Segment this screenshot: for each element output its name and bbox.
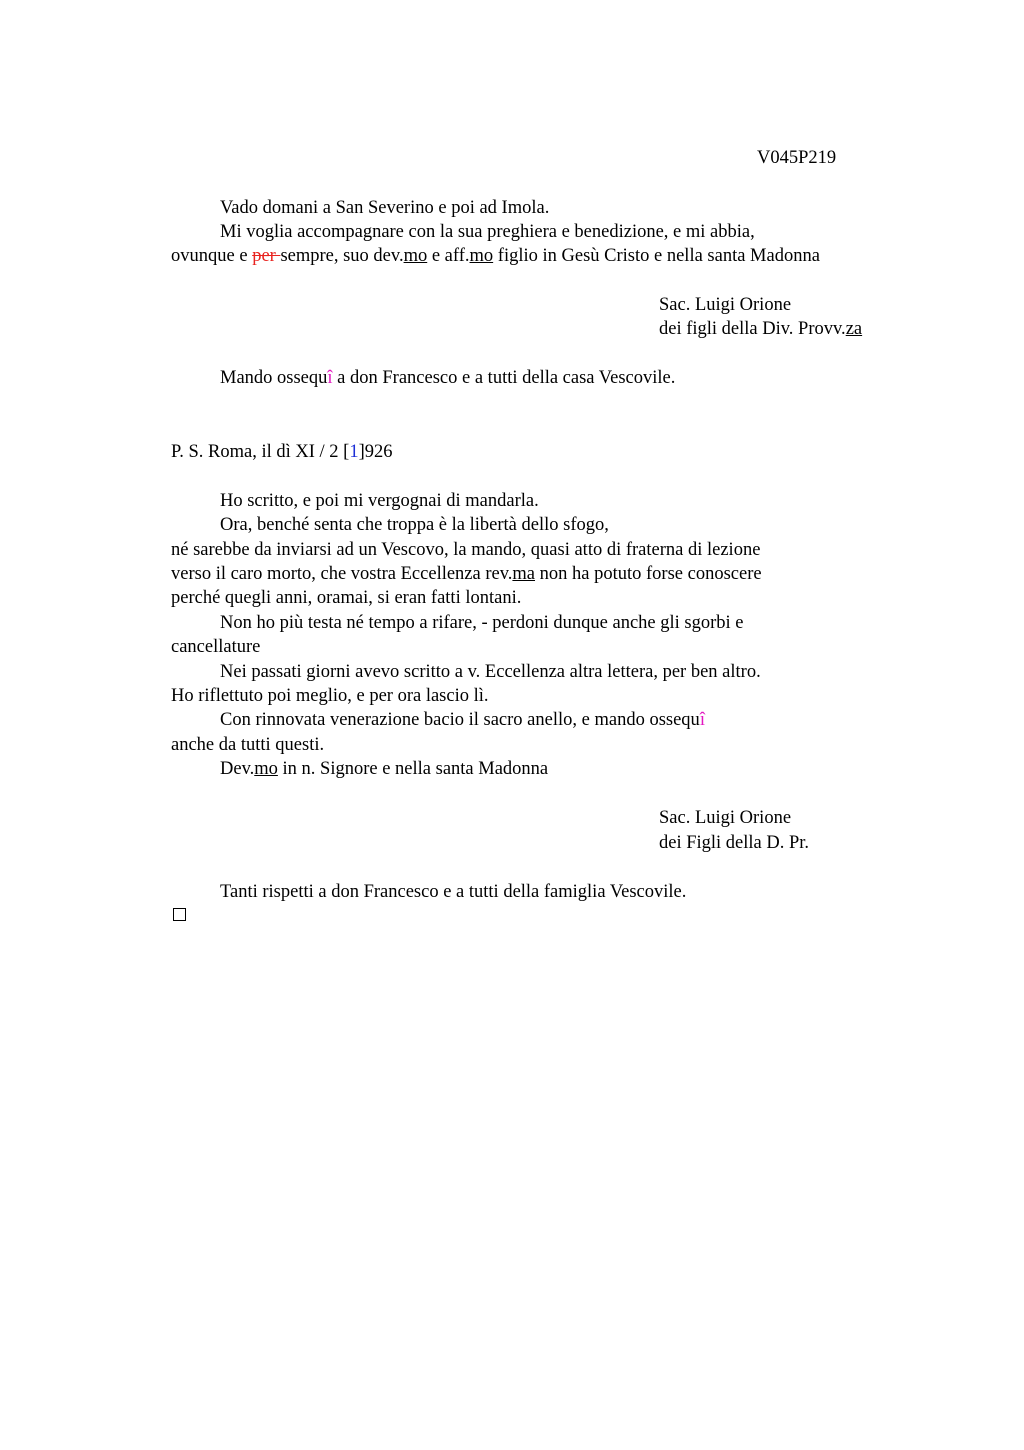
letter-text: figlio in Gesù Cristo e nella santa Madonna <box>493 246 820 266</box>
ps-line-6: Non ho più testa né tempo a rifare, - perdoni dunque anche gli sgorbi e <box>220 613 744 633</box>
ps-header <box>171 440 393 464</box>
closing-line: Tanti rispetti a don Francesco e a tutti della famiglia Vescovile. <box>220 882 687 902</box>
ps-line-3: né sarebbe da inviarsi ad un Vescovo, la mando, quasi atto di fraterna di lezione <box>171 540 761 560</box>
signature-title: dei Figli della D. Pr. <box>659 833 810 853</box>
regards-text: Mando ossequ <box>220 368 328 388</box>
ps-text: Con rinnovata venerazione bacio il sacro anello, e mando ossequ <box>220 710 700 730</box>
page-id: V045P219 <box>757 148 837 168</box>
ps-header-text: ]926 <box>358 442 393 462</box>
abbreviation-suffix: za <box>845 319 863 339</box>
ps-line-5: perché quegli anni, oramai, si eran fatti lontani. <box>171 588 522 608</box>
ps-line-4 <box>171 562 762 586</box>
ps-line-1: Ho scritto, e poi mi vergognai di mandarla. <box>220 491 539 511</box>
ps-line-10 <box>220 708 705 732</box>
ps-line-8: Nei passati giorni avevo scritto a v. Eccellenza altra lettera, per ben altro. <box>220 662 761 682</box>
abbreviation-suffix: mo <box>403 246 428 266</box>
ps-text: verso il caro morto, che vostra Eccellenza rev. <box>171 564 513 584</box>
letter-text: e aff. <box>427 246 470 266</box>
regards-line <box>220 366 675 390</box>
ps-line-7: cancellature <box>171 637 261 657</box>
ps-header-text: P. S. Roma, il dì XI / 2 [ <box>171 442 350 462</box>
restored-digit: 1 <box>349 442 359 462</box>
signature-name: Sac. Luigi Orione <box>659 295 792 315</box>
letter-text: sempre, suo dev. <box>280 246 404 266</box>
abbreviation-suffix: ma <box>512 564 536 584</box>
accent-mark: î <box>699 710 705 730</box>
letter-line-1: Vado domani a San Severino e poi ad Imola. <box>220 198 550 218</box>
ps-text: in n. Signore e nella santa Madonna <box>277 759 549 779</box>
abbreviation-suffix: mo <box>469 246 494 266</box>
deleted-word: per <box>252 246 281 266</box>
ps-text: non ha potuto forse conoscere <box>535 564 762 584</box>
ps-line-11: anche da tutti questi. <box>171 735 325 755</box>
signature-title-text: dei figli della Div. Provv. <box>659 319 846 339</box>
letter-text: ovunque e <box>171 246 253 266</box>
abbreviation-suffix: mo <box>254 759 278 779</box>
ps-line-2: Ora, benché senta che troppa è la libertà dello sfogo, <box>220 515 609 535</box>
signature-title <box>659 317 862 341</box>
ps-line-12 <box>220 757 548 781</box>
ps-line-9: Ho riflettuto poi meglio, e per ora lascio lì. <box>171 686 489 706</box>
regards-text: a don Francesco e a tutti della casa Vescovile. <box>332 368 676 388</box>
end-marker-box <box>173 908 186 921</box>
letter-line-3 <box>171 244 820 268</box>
accent-mark: î <box>327 368 333 388</box>
ps-text: Dev. <box>220 759 255 779</box>
signature-name: Sac. Luigi Orione <box>659 808 792 828</box>
letter-line-2: Mi voglia accompagnare con la sua preghiera e benedizione, e mi abbia, <box>220 222 755 242</box>
